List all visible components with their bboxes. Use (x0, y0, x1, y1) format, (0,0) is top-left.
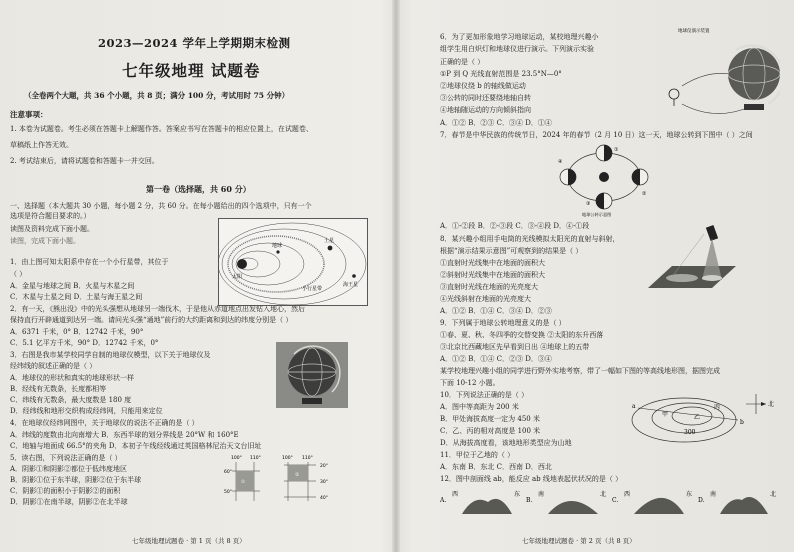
question-line: 4．在地球仪经纬网图中，关于地球仪的说法不正确的是（ ） (10, 419, 199, 427)
notes-item: 草稿纸上作答无效。 (10, 141, 73, 149)
question-line: ③北京比西藏地区先早看到日出 ④地球上的五带 (440, 343, 590, 351)
question-line: 读图及资料完成下面小题。 (10, 225, 94, 233)
orbit-position-label: ④ (558, 159, 563, 165)
question-line: ③直射时光线在地面的光亮度大 (440, 283, 538, 291)
page-footer: 七年级地理试题卷 · 第 1 页（共 8 页） (132, 537, 246, 545)
question-line: ④地轴随运动的方向倾斜指向 (440, 106, 531, 114)
contour-label-jia: 甲 (662, 411, 669, 418)
page-footer: 七年级地理试题卷 · 第 2 页（共 8 页） (522, 537, 636, 545)
page-fold (392, 0, 400, 552)
contour-label-300: 300 (684, 429, 696, 436)
question-line: D．阴影①在南半球，阴影②在北半球 (10, 498, 128, 506)
sun-icon (237, 259, 247, 269)
grid-label: 110° (302, 456, 313, 461)
grid-label: 100° (282, 456, 293, 461)
exam-info: （全卷两个大题，共 36 个小题，共 8 页；满分 100 分，考试用时 75 分钟） (24, 91, 290, 100)
question-line: 5．读右图，下列说法正确的是（ ） (10, 454, 122, 462)
question-line: 7．春节是中华民族的传统节日，2024 年的春节（2 月 10 日）这一天，地球公转到下图中（ ）之间 (440, 131, 753, 139)
contour-map-figure (628, 386, 778, 450)
flashlight-figure (642, 222, 742, 300)
svg-text:西: 西 (624, 491, 631, 498)
question-line: C．木星与土星之间 D．土星与海王星之间 (10, 293, 143, 301)
question-line: （ ） (10, 270, 27, 278)
question-line: ②斜射时光线集中在地面的面积大 (440, 271, 545, 279)
left-page (10, 0, 386, 552)
contour-label-b: b (740, 419, 744, 426)
svg-text:东: 东 (514, 491, 521, 498)
orbit-position-label: ① (614, 147, 619, 153)
right-page (402, 0, 786, 552)
question-line: A．纬线的度数由北向南增大 B．东西半球的划分界线是 20°W 和 160°E (10, 431, 239, 439)
question-line: ①春、夏、秋、冬四季的交替变换 ②太阳的东升西落 (440, 331, 604, 339)
grid-label: 30° (320, 480, 328, 485)
question-line: A．金星与地球之间 B．火星与木星之间 (10, 282, 135, 290)
question-line: A．①② B．①④ C．②③ D．③④ (440, 355, 552, 363)
sun-icon (599, 172, 609, 182)
globe-photo (276, 342, 348, 408)
question-line: C．阴影①的面积小于阴影②的面积 (10, 487, 121, 495)
question-line: 12．图中剖面线 ab，能反应 ab 线地表起伏状况的是（ ） (440, 475, 623, 483)
svg-text:B.: B. (526, 497, 533, 504)
notes-item: 2. 考试结束后，请将试题卷和答题卡一并交回。 (10, 157, 159, 165)
lamp-icon (669, 89, 679, 99)
question-line: A．阴影①和阴影②都位于低纬度地区 (10, 465, 128, 473)
question-line: 下面 10-12 小题。 (440, 379, 500, 387)
svg-text:东: 东 (686, 491, 693, 498)
svg-text:南: 南 (538, 491, 545, 498)
question-line: ④光线斜射在地面的光亮度大 (440, 295, 531, 303)
latlong-grid-figure (224, 453, 334, 505)
question-line: 2．有一天，《熊出没》中的光头强想从地球另一端伐木，于是他从赤道地点出发钻入地心，然后 (10, 305, 305, 313)
grid-label: 100° (231, 456, 242, 461)
contour-label-a: a (632, 403, 636, 410)
question-line: B．甲处海拔高度一定为 450 米 (440, 415, 540, 423)
saturn-icon (328, 246, 333, 251)
part1-instruction: 选项是符合题目要求的。） (10, 212, 91, 220)
question-line: C．5.1 亿平方千米，90° D．12742 千米，0° (10, 339, 159, 347)
svg-text:南: 南 (710, 491, 717, 498)
question-line: 11．甲位于乙地的（ ） (440, 451, 515, 459)
part1-heading: 第一卷（选择题，共 60 分） (146, 184, 251, 194)
neptune-icon (352, 274, 356, 278)
question-line: 正确的是（ ） (440, 58, 485, 66)
question-line: C．乙、丙的相对高度是 100 米 (440, 427, 541, 435)
question-line: 读图，完成下面小题。 (10, 237, 80, 245)
question-line: A．6371 千米，0° B．12742 千米，90° (10, 328, 144, 336)
svg-text:北: 北 (770, 491, 777, 498)
question-line: 根据“演示结果示意图”可观察到的结果是（ ） (440, 247, 583, 255)
question-line: ③公转的同时还要绕地轴自转 (440, 94, 531, 102)
grid-label: 50° (224, 490, 232, 495)
solar-system-figure (218, 218, 368, 306)
question-line: B．阴影①位于东半球，阴影②位于东半球 (10, 476, 142, 484)
part1-instruction: 一、选择题（本大题共 30 小题，每小题 2 分，共 60 分。在每小题给出的四个选项中，只有一个 (10, 202, 312, 210)
question-line: 保持直行开辟通道到达另一端。请问光头强“通地”前行的大约距离和到达的纬度分别是（ ） (10, 316, 293, 324)
svg-text:A.: A. (440, 497, 447, 504)
question-line: 经纬线的叙述正确的是（ ） (10, 362, 97, 370)
question-line: C．地轴与地面成 66.5°的夹角 D．本初子午线经线通过英国格林尼治天文台旧址 (10, 442, 262, 450)
question-line: A．图中等高距为 200 米 (440, 403, 519, 411)
question-line: D．经纬线和地形交织构成经纬网，只能用来定位 (10, 407, 163, 415)
svg-text:西: 西 (452, 491, 459, 498)
question-line: A．①② B．②③ C．③④ D．①④ (440, 119, 552, 127)
notes-heading: 注意事项： (10, 110, 48, 119)
svg-text:北: 北 (600, 491, 607, 498)
shaded-area-1-label: ① (241, 480, 246, 485)
globe-demo-figure (656, 24, 780, 124)
question-line: 8．某兴趣小组用手电筒的光线模拟太阳光的直射与斜射， (440, 235, 620, 243)
question-line: 组学生用白炽灯和地球仪进行演示。下列演示实验 (440, 45, 594, 53)
earth-label: 地球 (272, 243, 283, 249)
shaded-area-2-label: ② (295, 473, 300, 478)
svg-text:D.: D. (698, 497, 705, 504)
contour-label-north: 北 (768, 401, 775, 408)
grid-label: 40° (320, 496, 328, 501)
question-line: ②地球仪绕 b 的轴线做运动 (440, 82, 526, 90)
saturn-label: 土星 (324, 238, 335, 244)
question-line: ①直射时光线集中在地面的面积大 (440, 259, 545, 267)
sun-label: 太阳 (232, 274, 243, 280)
question-line: A．东南 B．东北 C．西南 D．西北 (440, 463, 552, 471)
globe-demo-label: 地球仪演示装置 (678, 29, 710, 34)
belt-label: 小行星带 (302, 286, 323, 292)
orbit-position-label: ② (642, 191, 647, 197)
contour-label-yi: 乙 (694, 414, 701, 421)
question-line: 3．右图是我市某学校同学自制的地球仪模型，以下关于地球仪及 (10, 351, 211, 359)
north-arrow-icon (761, 402, 766, 406)
exam-title: 2023—2024 学年上学期期末检测 (98, 36, 291, 50)
question-line: 10．下列说法正确的是（ ） (440, 391, 529, 399)
question-line: A．①② B．①④ C．③④ D．②③ (440, 307, 552, 315)
question-line: D．从海拔高度看，该地地形类型应为山地 (440, 439, 572, 447)
contour-label-bing: 丙 (714, 404, 721, 411)
svg-text:C.: C. (612, 497, 619, 504)
question-line: A．①-②段 B．②-③段 C．③-④段 D．④-①段 (440, 222, 590, 230)
profile-options-figure (440, 486, 780, 520)
profile-option-c (612, 490, 692, 514)
notes-item: 1. 本卷为试题卷。考生必须在答题卡上解题作答。答案应书写在答题卡的相应位置上，在试题卷、 (10, 125, 313, 133)
orbit-caption: 地球公转示意图 (582, 212, 612, 217)
earth-orbit-figure (556, 141, 652, 217)
grid-label: 110° (250, 456, 261, 461)
paper-title: 七年级地理 试题卷 (122, 61, 261, 80)
question-line: B．经线有无数条，长度都相等 (10, 385, 107, 393)
earth-icon (276, 250, 279, 253)
profile-option-b (526, 490, 606, 514)
question-line: 1．由上图可知太阳系中存在一个小行星带，其位于 (10, 258, 169, 266)
question-line: 6．为了更加形象地学习地球运动，某校地理兴趣小 (440, 33, 599, 41)
question-line: C．纬线有无数条，最大度数是 180 度 (10, 396, 132, 404)
profile-option-d (698, 490, 776, 514)
question-line: A．地球仪的形状和真实的地球形状一样 (10, 374, 135, 382)
profile-option-a (440, 490, 520, 514)
question-line: ①P 到 Q 光线直射范围是 23.5°N—0° (440, 70, 562, 78)
grid-label: 20° (320, 464, 328, 469)
orbit-position-label: ③ (586, 201, 591, 207)
grid-label: 60° (224, 470, 232, 475)
question-line: 某学校地理兴趣小组的同学进行野外实地考察，带了一幅如下图的等高线地形图，据图完成 (440, 367, 720, 375)
neptune-label: 海王星 (343, 282, 359, 288)
question-line: 9．下列属于地球公转地理意义的是（ ） (440, 319, 566, 327)
